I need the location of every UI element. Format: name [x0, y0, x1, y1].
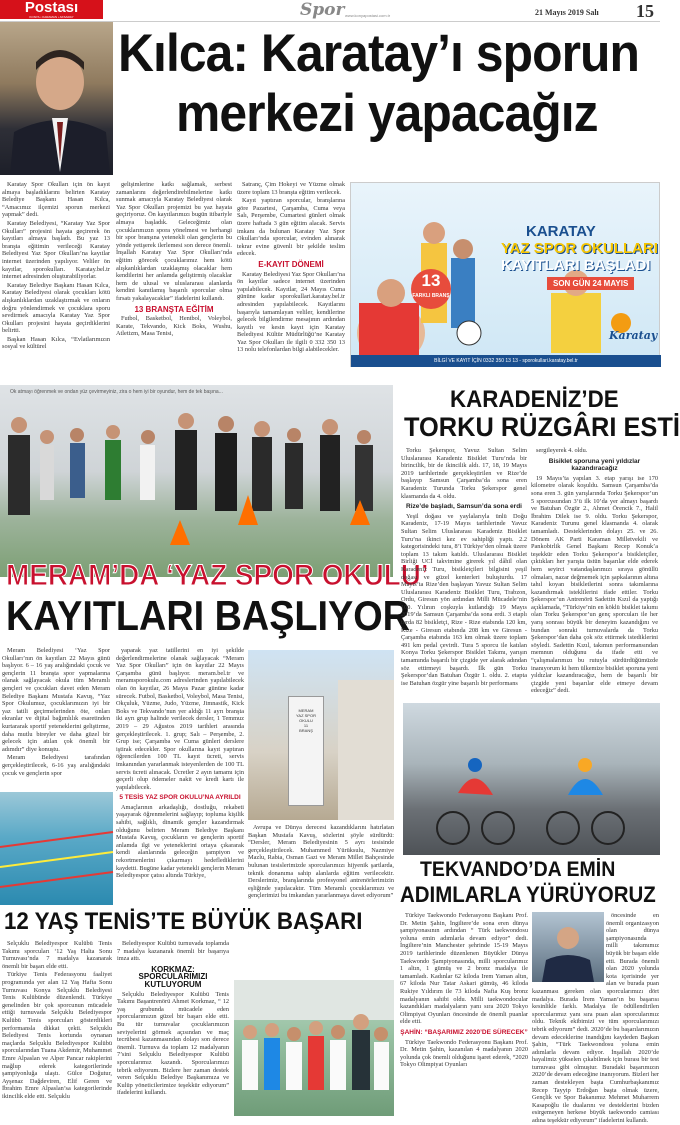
ad-brand: KARATAY — [526, 223, 596, 240]
site-url: www.konyapostasi.com.tr — [345, 13, 391, 18]
article-torku-column-2: sergileyerek 4. oldu. Bisiklet sporuna yeni yıldızlar kazandıracağız 19 Mayıs’ta yapılan 3. etap yarışı ise 170 kilometre olarak koşuldu. Samsun Çarşamba’da sona eren 3. gün yarışlarında Torku Şekerspor’un 5 sporcusundan 3’ü ilk 10’da yer almayı başardı ve Batuhan Özgür 2., Ahmet Örencik 7., Halil İbrahim Dilek ise 9. oldu. Torku Şekerspor, Karadeniz Turunu genel klasmanda 4. olarak tamamladı. Desteklerinden dolayı 25. ve 26. Dönem AK Parti Karaman Milletvekili ve Pankobirlik Genel Başkanı Recep Konuk’a teşekkür eden Torku Şekerspor’a bisikletçiler, çıktıkları her yarışta üstün başarılar elde ederek hem seyirci vatandaşlarımızı sıraya gönüllü olmaları, nazar değmemek için şapkalarının altına tahıl koyan bisikletlerini sonra takımlarına kazandırmak isteklilerini ifade ettiler. Torku Şekerspor’un Antrenörü Sadettin Kızıl da yaptığı açıklamada, “Türkiye’nin en köklü bisiklet takımı olan Torku Şekerspor’un genç sporcuları ile her yarış sonrası büyük bir deneyim kazandığını ve bundan sonraki turnuvalarda da Torku Şekerspor’dan daha çok söz ettirmek istediklerini söyledi. Sadettin Kızıl, takımın performansından memnun olduğunu da ifade etti ve “çalışmalarımızı bu rutuyla sürdürdüğümüzde inanıyorum ki hem ülkemize bisiklet sporuna yeni yıldızlar kazandıracağız, hem de başarılı bir çizgide yeni başarılar elde etmeye devam edeceğiz” dedi. — [531, 447, 658, 695]
archery-figures — [0, 385, 393, 577]
subheading-13-brans: 13 BRANŞTA EĞİTİM — [134, 304, 214, 314]
tennis-team-figures — [234, 980, 394, 1116]
article-torku-column-1: Torku Şekerspor, Yavuz Sultan Selim Uluslararası Karadeniz Bisiklet Turu’nda bir birincilik, bir de ikincilik aldı. 17, 18, 19 Mayıs 2019 tarihlerinde gerçekleştirilen ve Rize’de başlayıp Samsun Çarşamba’da sona eren Karadeniz Turunda Torku Şekerspor genel klasmanda da 4. oldu. Rize’de başladı, Samsun’da sona erdi Yeşil doğası ve yaylalarıyla ünlü Doğu Karadeniz, 17-19 Mayıs tarihlerinde Yavuz Sultan Selim Uluslararası Karadeniz Bisiklet Turu’na ikinci kez ev sahipliği yaptı. 2.2 kategorisindeki tura, 8’i Türkiye’den olmak üzere toplam 13 takım katıldı. Uluslararası Bisiklet Birliği UCİ takvimine girerek yıl dâhil olan Karadeniz Turu, bisikletçileri bilgisini yeşil doğası ve güzel kenterleri buluşturdu. 17 Mayıs’ta Rize’den başlayan Yavuz Sultan Selim Uluslararası Karadeniz Bisiklet Turu, Trabzon, Ordu, Giresun yön ardından Milli Mücadele’nin 100. Yılının coşkuyla kutlandığı 19 Mayıs 2019’da Samsun Çarşamba’da sona erdi. 3 etaplı turda 82 bisikletçi, Rize - Rize etabında 120 km, Rize - Giresun etabında 208 km ve Giresun - Çarşamba etabında 163 km olmak üzere toplam 491 km pedal çevirdi. Tura 5 sporcu ile katılan Konya Torku Şekerspor Bisiklet Takımı, yarışın tamamında başarılı bir çizgide yer alarak adından söz ettirmeyi başardı. İlk gün Torku Şekerspor’dan Batuhan Özgür 1. oldu. 2. etapta ise Batuhan özgür yine başarılı bir performans — [401, 447, 527, 687]
subheading-5-tesis: 5 TESİS YAZ SPOR OKULU’NA AYRILDI — [119, 794, 241, 802]
tennis-team-photo — [234, 980, 394, 1116]
ad-municipality-logo: Karatay — [609, 329, 658, 342]
ad-title-line2: KAYITLARI BAŞLADI — [501, 257, 651, 274]
article-meram-headline-line1: MERAM’DA ‘YAZ SPOR OKULU’ — [6, 559, 429, 592]
article-karatay-headline-line1: Kılca: Karatay’ı sporun — [118, 24, 640, 83]
article-tenis-column-1: Selçuklu Belediyespor Kulübü Tenis Takımı sporcuları ‘12 Yaş Halta Sonu Turnuvası’nda 7 madalya kazanarak önemli bir başarı elde etti. Türkiye Tenis Federasyonu faaliyet programında yer alan 12 Yaş Hafta Sonu Turnuvası Konya Selçuklu Belediyesi Tenis Kulübünde düzenlendi. Türkiye genelinden bir çok sporcunun mücadele ettiği turnuvada Selçuklu Belediyespor Kulübü Tenis sporcuları gösterdikleri performansla dikkat çekti. Selçuklu Belediyesi Tenis kortunda oynanan maçlarda Selçuklu Belediyespor Kulübü sporcularından Tuana Akdemir, Muhammet Emre Alpaslan ve Alper Pancar rakiplerini mağlup ederek kategorilerinde şampiyonluğa ulaştı. Gülce Doğutur, Ayşenaz Dağdeviren, Elif Geren ve İbrahim Emre Alpaslan’sa kategorilerinde ikincilik elde etti. Selçuklu — [2, 940, 112, 1100]
cycling-race-photo — [403, 703, 660, 855]
article-meram-column-2: yaparak yaz tatillerini en iyi şekilde değerlendirmelerine olanak sağlayacak “Meram Yaz Spor Okulları” için ön kayıtlar 22 Mayıs Çarşamba günü başlıyor. meram.bel.tr ve meramsporokulu.com adreslerinden yapılabilecek olan ön kayıtlar, 26 Mayıs Pazar gününe kadar sürecek. Futbol, Basketbol, Voleybol, Masa Tenisi, Okçuluk, Yüzme, Judo, Yüzme, Jimnastik, Kick Boks ve Tekvando’nun yer aldığı 11 ayrı branşta iki ayrı grup halinde verilecek dersler, 1 Temmuz 2019 – 29 Ağustos 2019 tarihleri arasında gerçekleştirilecek. 1. grup; Salı – Perşembe, 2. Grup ise; Çarşamba ve Cuma günleri derslere iştirak edecekler. Spor okullarına kayıt yaptıran öğrencilerden 100 TL kayıt ücreti, servis imkanından yararlanmak isteyenlerden de 100 TL servis ücreti alınacak. Ücretler 2 ayın tamamı için geçerli olup ödemeler nakit ve kredi kartı ile yapılabilecek. 5 TESİS YAZ SPOR OKULU’NA AYRILDI Amaçlarının arkadaşlığı, dostluğu, rekabeti yaşayarak öğrenmelerini sağlayıp; topluma kişilik sahibi, sağlıklı, dinamik gençler kazandırmak olduğunu belirten Meram Belediye Başkanı Mustafa Kavuş, çocukların ve gençlerin sportif anlamda ilgi ve yeteneklerini ortaya çıkararak kendi alanlarında geleceğin şampiyon ve rekortmenlerini çıkarmayı hedeflediklerini kaydetti. Bugüne kadar yetenekli gençlerin Meram Belediyespor çatısı altında Türkiye, — [116, 647, 244, 880]
subheading-bisiklet: Bisiklet sporuna yeni yıldızlar kazandıracağız — [548, 457, 641, 473]
article-karatay-column-1: Karatay Spor Okulları için ön kayıt almaya başladıklarını belirten Karatay Belediye Başkanı Hasan Kılca, “Amacımız ilçemizi sporun merkezi yapmak” dedi. Karatay Belediyesi, “Karatay Yaz Spor Okulları” projesini hayata geçirerek ön kayıtları almaya başladı. Bu yaz 13 branşta eğitimin verileceği Karatay Belediyesi Yaz Spor Okulları’na kayıtlar internet üzerinden yapılıyor. Veliler ön kayıtlar, sporokulları. Karatay.bel.tr internet adresinden oluşturabiliyorlar. Karatay Belediye Başkanı Hasan Kılca, Karatay Belediyesi olarak çocukları kötü alışkanlıklardan uzaklaştırmak ve onların doğru yönlendirmek ve çocuklara sporu sevdirmek amacıyla Karatay Yaz Spor Okulları projesini hayata geçirdiklerini belirtti. Başkan Hasan Kılca, “Evlatlarımızın sosyal ve kültürel — [2, 181, 110, 351]
subheading-rize: Rize’de başladı, Samsun’da sona erdi — [406, 503, 522, 511]
meram-sign: MERAM YAZ SPOR OKULU 11 BRANŞ — [288, 696, 324, 806]
article-karatay-column-2: gelişimlerine katkı sağlamak, serbest zamanlarını değerlendirebilmelerine katkı sunmak amacıyla Karatay Belediyesi olarak Yaz Spor Okulları projemizi bu yaz hayata geçiriyoruz. Ön kayıtlarımızı bugün itibariyle almaya başladık. Geleceğimiz olan çocuklarımızın spora yönelmesi ve herhangi bir spor branşına yetenekli olan gençlerin bu yönde yetişerek ilerlemesi son derece önemli. İnşallah Karatay Yaz Spor Okulları’nda eğitim görecek çocuklarımız hem kötü alışkanlıklardan uzaklaşmış olacaklar hem kendilerini her anlamda geliştirmiş olacaklar hem de ulusal ve uluslararası alanlarda kendini kanıtlamış başarılı sporcular olma fırsatı yakalayacaklar” ifadelerini kullandı. 13 BRANŞTA EĞİTİM Futbol, Basketbol, Hentbol, Voleybol, Karate, Tekvando, Kick Boks, Wushu, Atletizm, Masa Tenisi, — [116, 181, 232, 338]
page-number: 15 — [636, 1, 654, 21]
ad-title-line1: YAZ SPOR OKULLARI — [501, 240, 658, 257]
cyclists — [403, 703, 660, 855]
issue-date: 21 Mayıs 2019 Salı — [535, 8, 599, 17]
article-meram-column-3: Avrupa ve Dünya derecesi kazandıklarını hatırlatan Başkan Mustafa Kavuş, sözlerini şöyle sürdürdü: “Dersler, Meram Belediyesinin 5 ayrı tesisinde gerçekleştirilecek. Muhammed Yürüksulu, Nazmiye Mazlu, Rabia, Osman Gazi ve Meram Millet Bahçesinde bulunan tesislerimizde sporcularımızı hijyenik şartlarda, teknik donanıma sahip alanlarda eğitim verilecektir. Derslerimiz, branşlarında profesyonel antrenörlerimizin eşliğinde yapılacaktır. Tüm Meramlı çocuklarımızı ve gençlerimizi bu imkandan yararlanmaya davet ediyorum” — [248, 824, 394, 900]
archery-banner-text: Ok atmayı öğrenmek ve ondan yüz çevirmeyiniz, zira o hem iyi bir oyundur, hem de tek başına... — [10, 389, 223, 395]
article-meram-headline-line2: KAYITLARI BAŞLIYOR — [6, 592, 410, 639]
article-meram-column-1: Meram Belediyesi ‘Yaz Spor Okulları’nın ön kayıtları 22 Mayıs günü başlıyor. 6 – 16 yaş aralığındaki çocuk ve gençlerin 11 branşta spor yapmalarına olanak sağlayacak okula tüm Meramlı gençleri ve çocukları davet eden Meram Belediye Başkanı Mustafa Kavuş, “Yaz Spor Okulumuz, çocuklarımızın iyi bir yaz tatili geçirmelerinden öte, onları ekranlar ve dijital bağımlılık esaretinden kurtararak sportif yeteneklerini geliştirme, daha mutlu bireyler ve daha güzel bir gelecek için atılan çok önemli bir adımdır” diye konuştu. Meram Belediyesi tarafından gerçekleştirilecek, 6-16 yaş aralığındaki çocuk ve gençlerin spor — [2, 647, 110, 777]
article-tekvando-column-1: Türkiye Taekwondo Federasyonu Başkanı Prof. Dr. Metin Şahin, İngiltere’de sona eren dünya şampiyonasının ardından “ Türk taekwondosu yoluna emin adımlarla devam ediyor” dedi. İngiltere’nin Manchester şehrinde 15-19 Mayıs 2019 tarihlerinde düzenlenen Büyükler Dünya Taekwondo Şampiyonasında, milli sporcularımız 1 altın, 1 gümüş ve 2 bronz madalya ile tamamladı. Kadınlar 62 kiloda Irem Yaman altın, 67 kiloda Nur Tatar Askari gümüş, 46 kiloda Rukiye Yıldırım ile 73 kiloda Nafia Kuş bronz madalyanın sahibi oldu. Milli taekwondocular kazandıkları madalyaların yanı sıra 2020 Tokyo Olimpiyat Oyunları öncesinde de önemli puanlar elde etti. ŞAHİN: “BAŞARIMIZ 2020’DE SÜRECEK” Türkiye Taekwondo Federasyonu Başkanı Prof. Dr. Metin Şahin, kazanılan 4 madalyanın 2020 yolunda çok önemli olduğunu işaret ederek, “2020 Tokyo Olimpiyat Oyunları — [400, 912, 528, 1069]
article-karatay-column-3: Satranç, Çim Hokeyi ve Yüzme olmak üzere toplam 13 branşta eğitim verilecek. Kayıt yaptıran sporcular, branşlarına göre Pazartesi, Çarşamba, Cuma veya Salı, Perşembe, Cumartesi günleri olmak üzere haftada 3 gün eğitim alacak. Servis imkanı da bulunan Karatay Yaz Spor Okulları’nda sporcular, evinden alınarak tekrar evine güvenli bir şekilde teslim edecek. E-KAYIT DÖNEMİ Karatay Belediyesi Yaz Spor Okulları’na ön kayıtlar sadece internet üzerinden yapılabilecek. Kayıtlar, 24 Mayıs Cuma gününe kadar sporokullari.karatay.bel.tr adresinden yapılabilecek. Kayıtlarını başarıyla tamamlayan veliler, kendilerine gelecek bilgilendirme mesajının ardından kayıtlı ve kesin kayıt için Karatay Belediyesi Kültür Müdürlüğü’ne Karatay Yaz Spor Okulları ile ilgili 0 332 350 13 13 nolu telefonlardan bilgi alabilecekler. — [237, 181, 345, 354]
masthead — [0, 0, 660, 22]
pool-lanes — [0, 792, 113, 905]
article-tekvando-column-2: öncesinde en önemli organizasyon olan dünya şampiyonasında milli takımımız büyük bir başarı elde etti. Burada önemli olan 2020 yolunda kota içerisinde yer alan ve burada puan kazanması gereken olan sporcularımızı dört madalya. Burada İrem Yaman’ın bu başarısı kesinlikle farklı. Madalya ile ödüllendirilen sporcularımız yanı sıra puan alan sporcularımız oldu. Teknik ekibimizi ve tüm sporcularımızı tebrik ediyorum” dedi. 2020’de bu başarılarımızın devam edeceklerine inandığını kaydeden Başkan Şahin, “Türk Taekwondosu yoluna emin adımlarla devam ediyor. İnşallah 2020’de hayalimiz yükselen çıkabilmek için burası bir test turnuvası gibi olmuştur. Buradaki başarımızın 2020’de devam edeceğine inanıyorum. Bizleri her zaman destekleyen başta Cumhurbaşkanımız Recep Tayyip Erdoğan başta olmak üzere, Gençlik ve Spor Bakanımız Mehmet Muharrem Kasapoğlu ile dualarını ve desteklerini bizden esirgemeyen herkese büyük taekwondo camiası adına teşekkür ediyorum” ifadelerini kullandı. — [532, 912, 659, 1125]
ad-deadline-ribbon: SON GÜN 24 MAYIS — [547, 277, 634, 290]
subheading-korkmaz: KORKMAZ: SPORCULARIMIZI KUTLUYORUM — [138, 964, 208, 989]
newspaper-logo: Postası KONYA • KARAMAN • AKSARAY — [0, 0, 103, 19]
photo-float-space — [532, 912, 606, 984]
article-tekvando-headline-line1: TEKVANDO’DA EMİN — [420, 858, 616, 881]
article-torku-headline-line2: TORKU RÜZGÂRI ESTİ — [404, 412, 680, 442]
section-title: Spor — [300, 0, 345, 20]
article-torku-headline-line1: KARADENİZ’DE — [450, 386, 619, 413]
article-tenis-column-2: Belediyespor Kulübü turnuvada toplamda 7 madalya kazanarak önemli bir başarıya imza attı. KORKMAZ: SPORCULARIMIZI KUTLUYORUM Selçuklu Belediyespor Kulübü Tenis Takımı Başantrenörü Ahmet Korkmaz, “ 12 yaş grubunda mücadele eden sporcularımızın güzel bir başarı elde etti. Bu tür turnuvalar çocuklarımızın seviyelerini görmek açısından ve maç tecrübesi kazanmasından dolayı son derece önemli. Turnuva da toplam 12 madalyanın 7’sini Selçuklu Belediyespor Kulübü sporcularımız kazandı. Sporcularımızı tebrik ediyorum. Bizlere her zaman destek veren Selçuklu Belediye Başkanımıza ve Kulüp yöneticilerimize teşekkür ediyorum” ifadelerini kullandı. — [117, 940, 229, 1097]
ad-branch-badge: 13 FARKLI BRANŞ — [411, 269, 451, 309]
article-karatay-headline-line2: merkezi yapacağız — [176, 84, 598, 143]
swimming-pool-photo — [0, 792, 113, 905]
article-tenis-headline: 12 YAŞ TENİS’TE BÜYÜK BAŞARI — [4, 908, 363, 935]
subheading-sahin: ŞAHİN: “BAŞARIMIZ 2020’DE SÜRECEK” — [400, 1028, 528, 1036]
karatay-summer-school-ad — [350, 182, 660, 367]
meram-sports-sign-photo — [248, 650, 394, 820]
subheading-e-kayit: E-KAYIT DÖNEMİ — [258, 259, 324, 269]
ad-footer-contact: BİLGİ VE KAYIT İÇİN 0332 350 13 13 - sporokullari.karatay.bel.tr — [351, 355, 661, 367]
article-tekvando-headline-line2: ADIMLARLA YÜRÜYORUZ — [400, 882, 656, 907]
portrait-photo-hasan-kilca — [0, 22, 113, 175]
archery-class-photo — [0, 385, 393, 577]
building-wall — [338, 680, 394, 820]
portrait-figure — [0, 22, 113, 175]
